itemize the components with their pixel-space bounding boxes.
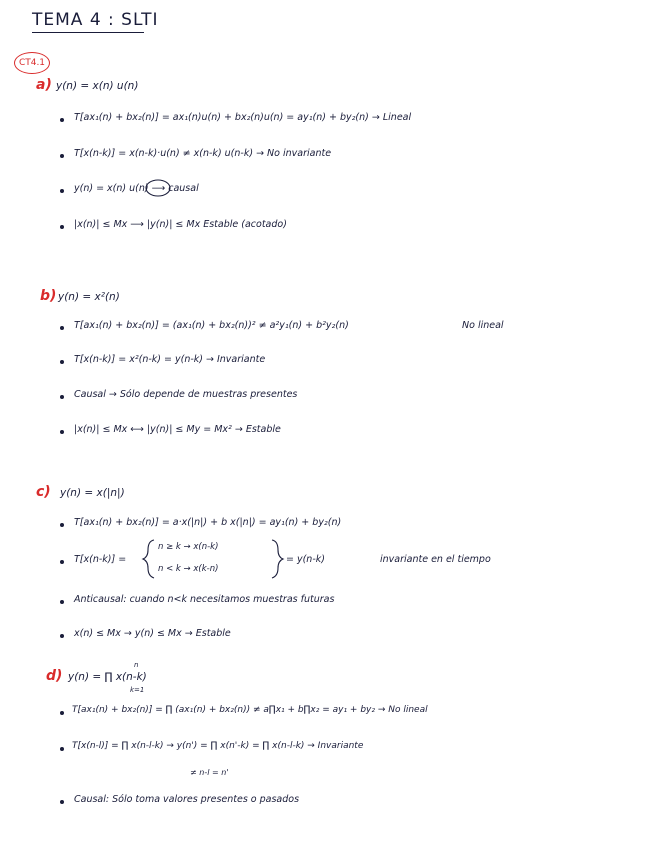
section-b-equation: y(n) = x²(n) [58,291,120,303]
section-b-line-3: Causal → Sólo depende de muestras presentes [74,389,298,400]
section-d-equation: y(n) = ∏ x(n-k) [68,671,147,683]
section-a-line-1: T[ax₁(n) + bx₂(n)] = ax₁(n)u(n) + bx₂(n)u(n) = ay₁(n) + by₂(n) → Lineal [74,112,412,123]
section-c-line-4: x(n) ≤ Mx → y(n) ≤ Mx → Estable [74,628,231,639]
section-a-equation: y(n) = x(n) u(n) [56,80,139,92]
page-title: TEMA 4 : SLTI [32,10,159,30]
section-c-equation: y(n) = x(|n|) [60,487,125,499]
section-b-right-note: No lineal [462,320,504,331]
product-lower-bound: k=1 [130,686,145,694]
section-b-label: b) [40,288,57,304]
piecewise-result: = y(n-k) [286,554,325,565]
circled-u-n [146,180,170,196]
section-badge: CT4.1 [14,52,50,74]
section-d-line-1: T[ax₁(n) + bx₂(n)] = ∏ (ax₁(n) + bx₂(n)) ≠ a∏x₁ + b∏x₂ = ay₁ + by₂ → No lineal [72,705,428,715]
section-c-right-note: invariante en el tiempo [380,554,491,565]
section-d-sub-note: ≠ n-l = n' [190,768,229,777]
section-b-line-4: |x(n)| ≤ Mx ⟷ |y(n)| ≤ My = Mx² → Estable [74,424,281,435]
section-d-label: d) [46,668,63,684]
piecewise-case-2: n < k → x(k-n) [158,564,219,574]
section-c-line-3: Anticausal: cuando n<k necesitamos muestras futuras [74,594,335,605]
section-a-line-3: y(n) = x(n) u(n) ⟶ causal [74,183,199,194]
section-d-line-3: Causal: Sólo toma valores presentes o pasados [74,794,300,805]
section-c-label: c) [36,484,51,500]
section-b-line-2: T[x(n-k)] = x²(n-k) = y(n-k) → Invariante [74,354,266,365]
section-d-line-2: T[x(n-l)] = ∏ x(n-l-k) → y(n') = ∏ x(n'-k) = ∏ x(n-l-k) → Invariante [72,741,364,751]
product-upper-bound: n [134,661,139,669]
section-a-line-2: T[x(n-k)] = x(n-k)·u(n) ≠ x(n-k) u(n-k) → No invariante [74,148,332,159]
piecewise-case-1: n ≥ k → x(n-k) [158,542,219,552]
section-b-line-1: T[ax₁(n) + bx₂(n)] = (ax₁(n) + bx₂(n))² ≠ a²y₁(n) + b²y₂(n) [74,320,349,331]
piecewise-right-brace [272,540,283,578]
section-c-line-2: T[x(n-k)] = [74,554,127,565]
piecewise-left-brace [143,540,154,578]
section-a-label: a) [36,77,52,93]
section-c-line-1: T[ax₁(n) + bx₂(n)] = a·x(|n|) + b x(|n|) = ay₁(n) + by₂(n) [74,517,342,528]
section-a-line-4: |x(n)| ≤ Mx ⟶ |y(n)| ≤ Mx Estable (acotado) [74,219,287,230]
